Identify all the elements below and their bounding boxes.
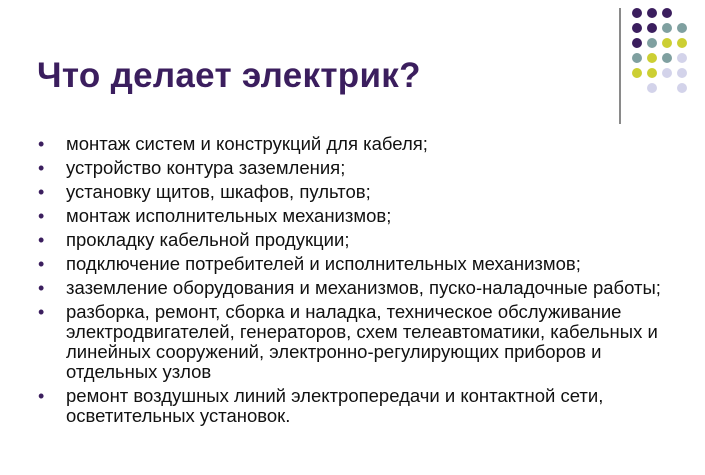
- bullet-item: [38, 182, 698, 202]
- decorative-dot: [677, 23, 687, 33]
- bullet-icon: •: [38, 302, 45, 322]
- bullet-text: монтаж исполнительных механизмов;: [66, 205, 392, 226]
- vertical-divider: [619, 8, 621, 124]
- bullet-text: разборка, ремонт, сборка и наладка, техническое обслуживание электродвигателей, генераторов, схем телеавтоматики, кабельных и линейных сооружений, электронно-регулирующих приборов и отдельных узлов: [66, 301, 658, 382]
- decorative-dot: [677, 83, 687, 93]
- decorative-dot: [632, 68, 642, 78]
- bullet-item: [38, 302, 698, 382]
- bullet-item: [38, 134, 698, 154]
- decorative-dot: [662, 68, 672, 78]
- bullet-icon: •: [38, 386, 45, 406]
- decorative-dot: [647, 38, 657, 48]
- decorative-dot: [632, 38, 642, 48]
- bullet-icon: •: [38, 134, 45, 154]
- decorative-dot: [662, 8, 672, 18]
- decorative-dot: [632, 8, 642, 18]
- bullet-item: [38, 278, 698, 298]
- decorative-dot: [677, 38, 687, 48]
- bullet-icon: •: [38, 230, 45, 250]
- decorative-dot: [632, 23, 642, 33]
- bullet-icon: •: [38, 182, 45, 202]
- decorative-dot: [662, 38, 672, 48]
- decorative-dot: [662, 23, 672, 33]
- bullet-text: заземление оборудования и механизмов, пуско-наладочные работы;: [66, 277, 661, 298]
- decorative-dot: [647, 53, 657, 63]
- decorative-dot: [662, 53, 672, 63]
- bullet-text: устройство контура заземления;: [66, 157, 346, 178]
- bullet-text: ремонт воздушных линий электропередачи и контактной сети, осветительных установок.: [66, 385, 604, 426]
- slide-title: Что делает электрик?: [37, 56, 421, 95]
- decorative-dot: [647, 83, 657, 93]
- bullet-text: подключение потребителей и исполнительных механизмов;: [66, 253, 581, 274]
- bullet-text: монтаж систем и конструкций для кабеля;: [66, 133, 428, 154]
- bullet-item: [38, 158, 698, 178]
- decorative-dot: [677, 53, 687, 63]
- bullet-text: прокладку кабельной продукции;: [66, 229, 350, 250]
- bullet-icon: •: [38, 158, 45, 178]
- bullet-icon: •: [38, 278, 45, 298]
- bullet-icon: •: [38, 254, 45, 274]
- decorative-dot: [677, 68, 687, 78]
- bullet-item: [38, 206, 698, 226]
- bullet-text: установку щитов, шкафов, пультов;: [66, 181, 371, 202]
- bullet-item: [38, 386, 698, 426]
- bullet-item: [38, 230, 698, 250]
- bullet-icon: •: [38, 206, 45, 226]
- decorative-dot: [647, 8, 657, 18]
- bullet-list: [38, 134, 698, 430]
- bullet-item: [38, 254, 698, 274]
- decorative-dot: [632, 53, 642, 63]
- decorative-dot: [647, 23, 657, 33]
- decorative-dot: [647, 68, 657, 78]
